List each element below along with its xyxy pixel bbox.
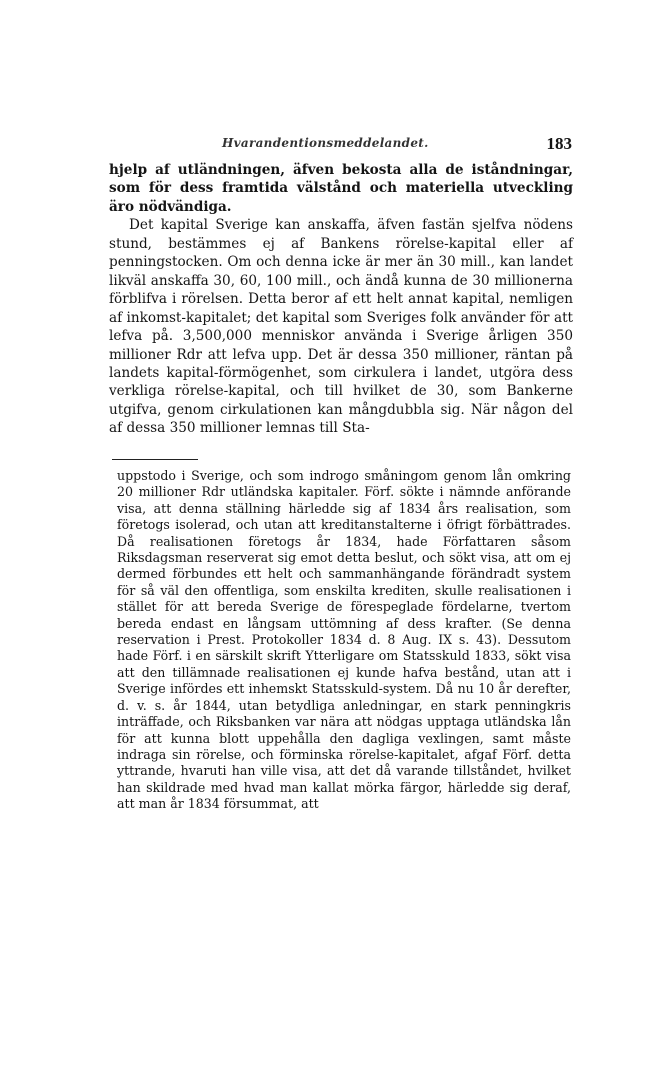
paragraph-1: hjelp af utländningen, äfven bekosta alla de iståndningar, som för dess framtida välstånd och materiella utveckling äro nödvändiga.	[109, 162, 573, 215]
footnote-text: uppstodo i Sverige, och som indrogo småningom genom lån omkring 20 millioner Rdr utländska kapitaler. Förf. sökte i nämnde anförande visa, att denna ställning härledde sig af 1834 års realisation, som företogs isolerad, och utan att kreditanstalterne i öfrigt förbättrades. Då realisationen företogs år 1834, hade Författaren såsom Riksdagsman reserverat sig emot detta beslut, och sökt visa, att om ej dermed förbundes ett helt och sammanhängande förändradt system för så väl den offentliga, som enskilta krediten, skulle realisationen i stället för att bereda Sverige de förespeglade fördelarne, tvertom bereda endast en långsam uttömning af dess krafter. (Se denna reservation i Prest. Protokoller 1834 d. 8 Aug. IX s. 43). Dessutom hade Förf. i en särskilt skrift Ytterligare om Statsskuld 1833, sökt visa att den tillämnade realisationen ej kunde hafva bestånd, utan att i Sverige infördes ett inhemskt Statsskuld-system. Då nu 10 år derefter, d. v. s. år 1844, utan betydliga anledningar, en stark penningkris inträffade, och Riksbanken var nära att nödgas upptaga utländska lån för att kunna blott uppehålla den dagliga vexlingen, samt måste indraga sin rörelse, och förminska rörelse-kapitalet, afgaf Förf. detta yttrande, hvaruti han ville visa, att det då varande tillståndet, hvilket han skildrade med hvad man kallat mörka färgor, härledde sig deraf, att man år 1834 försummat, att	[117, 468, 571, 812]
page-number: 183	[546, 134, 572, 153]
main-text	[109, 161, 573, 438]
page-header	[200, 134, 572, 156]
running-title: Hvarandentionsmeddelandet.	[222, 136, 429, 150]
paragraph-2: Det kapital Sverige kan anskaffa, äfven fastän sjelfva nödens stund, bestämmes ej af Bankens rörelse-kapital eller af penningstocken. Om och denna icke är mer än 30 mill., kan landet likväl anskaffa 30, 60, 100 mill., och ändå kunna de 30 millionerna förblifva i rörelsen. Detta beror af ett helt annat kapital, nemligen af inkomst-kapitalet; det kapital som Sveriges folk använder för att lefva på. 3,500,000 menniskor använda i Sverige årligen 350 millioner Rdr att lefva upp. Det är dessa 350 millioner, räntan på landets kapital-förmögenhet, som cirkulera i landet, utgöra dess verkliga rörelse-kapital, och till hvilket de 30, som Bankerne utgifva, genom cirkulationen kan mångdubbla sig. När någon del af dessa 350 millioner lemnas till Sta-	[109, 217, 573, 437]
footnote-divider	[112, 459, 198, 460]
footnote	[117, 468, 571, 813]
